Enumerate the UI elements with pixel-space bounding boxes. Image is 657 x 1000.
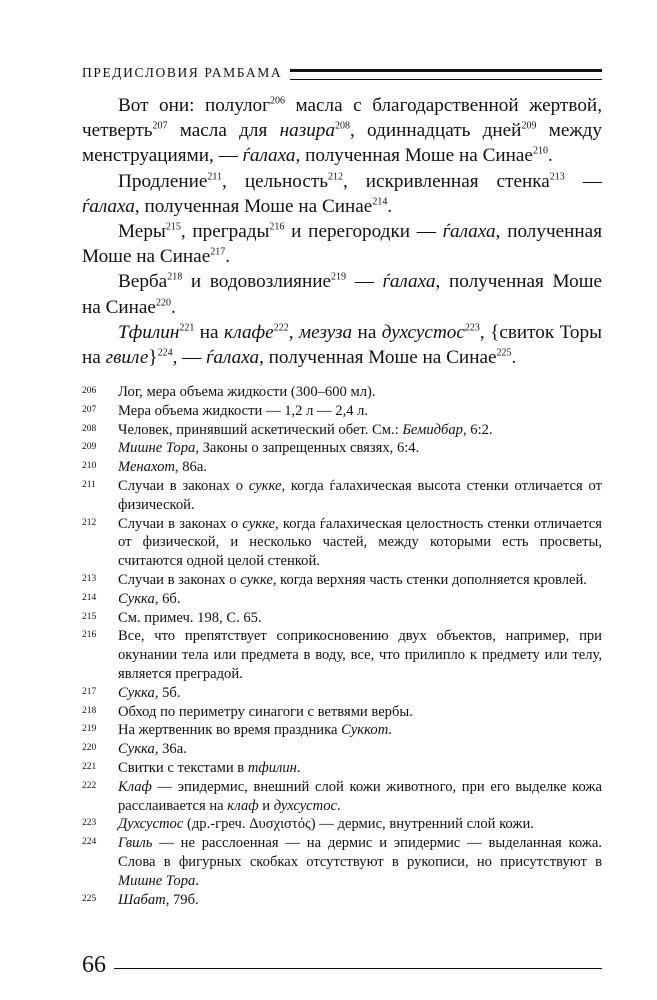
footnote-number: 210: [82, 461, 97, 472]
text-run: и водовозлияние: [182, 271, 332, 293]
italic-term: Тфилин: [118, 321, 180, 343]
text-run: , 6б.: [154, 590, 181, 607]
footnote-text: [118, 778, 602, 816]
text-run: Продление: [118, 170, 208, 192]
footer-rule: [114, 968, 602, 969]
italic-term: Гвиль: [118, 835, 153, 852]
footnote: [82, 834, 602, 890]
footnote-text: [118, 515, 602, 571]
italic-term: Сукка: [118, 590, 155, 607]
text-run: , {свиток Торы на: [82, 321, 602, 369]
running-header: [82, 63, 602, 83]
text-run: .: [336, 797, 341, 814]
text-run: , 5б.: [154, 684, 181, 701]
footnote-text: [118, 439, 602, 458]
footnote-text: [118, 815, 602, 834]
footnote-ref: 207: [152, 120, 168, 132]
text-run: Свитки с текстами в: [118, 759, 248, 776]
italic-term: сукке: [248, 477, 282, 494]
italic-term: ѓалаха: [82, 195, 135, 217]
footnote-ref: 219: [331, 272, 347, 284]
footnote: [82, 721, 602, 740]
footnote-number: 221: [82, 761, 97, 772]
footnote: [82, 703, 602, 722]
text-run: , полученная Моше на Синае: [295, 145, 533, 167]
footnote: [82, 477, 602, 515]
text-run: , полученная Моше на Синае: [82, 271, 602, 318]
footnote-number: 207: [82, 404, 97, 415]
text-run: между менструациями, —: [82, 120, 602, 167]
footnote-ref: 208: [334, 120, 350, 132]
footnote-ref: 211: [207, 171, 223, 183]
italic-term: ѓалаха: [442, 221, 496, 243]
footnote: [82, 402, 602, 421]
text-run: —: [346, 271, 383, 293]
text-run: Случаи в законах о: [118, 477, 249, 494]
text-run: , когда верхняя часть стенки дополняется кровлей.: [272, 571, 587, 588]
footnote: [82, 439, 602, 458]
text-run: масла для: [167, 120, 280, 142]
footnotes: [82, 383, 602, 909]
footnote-ref: 209: [521, 120, 537, 132]
italic-term: Духсустос: [118, 816, 184, 833]
footnote-number: 217: [82, 686, 97, 697]
footnote-number: 220: [82, 743, 97, 754]
footnote-text: [118, 740, 602, 759]
text-run: Мера объема жидкости — 1,2 л — 2,4 л.: [118, 402, 369, 419]
footnote-text: [118, 383, 602, 402]
text-run: , 79б.: [165, 891, 199, 908]
text-run: — не расслоенная — на дермис и эпидермис — выделанная кожа. Слова в фигурных скобках отсутствуют в рукописи, но присутствуют в: [118, 835, 602, 870]
italic-term: Суккот: [341, 722, 389, 739]
footnote-text: [118, 421, 602, 440]
italic-term: Клаф: [118, 778, 152, 795]
footnote-number: 206: [82, 386, 97, 396]
text-run: .: [296, 759, 301, 776]
footnote-text: [118, 891, 602, 910]
page-footer: [82, 950, 602, 980]
footnote: [82, 891, 602, 910]
text-run: Все, что препятствует соприкосновению двух объектов, например, при окунании тела или предмета в воду, все, что прилипло к предмету или телу, является преградой.: [118, 628, 602, 682]
main-text: [82, 93, 602, 370]
header-rule: [290, 69, 602, 80]
footnote-ref: 206: [270, 95, 285, 107]
text-run: Обход по периметру синагоги с ветвями вербы.: [118, 703, 413, 720]
text-run: , цельность: [222, 170, 328, 192]
footnote-ref: 221: [179, 322, 195, 334]
text-run: (др.-греч. Δυσχιστός) — дермис, внутренний слой кожи.: [183, 816, 534, 833]
footnote: [82, 627, 602, 683]
footnote-text: [118, 721, 602, 740]
italic-term: духсустос: [273, 797, 337, 814]
italic-term: Мишне Тора: [118, 440, 196, 457]
text-run: .: [225, 246, 231, 268]
text-run: .: [195, 872, 199, 889]
text-run: , Законы о запрещенных связях, 6:4.: [195, 440, 420, 457]
text-run: Верба: [118, 271, 168, 293]
italic-term: Сукка: [118, 684, 155, 701]
italic-term: мезуза: [298, 321, 353, 343]
text-run: Человек, принявший аскетический обет. См.:: [118, 421, 403, 438]
text-run: Случаи в законах о: [118, 515, 243, 532]
footnote-number: 212: [82, 517, 97, 528]
footnote-number: 208: [82, 423, 97, 434]
text-run: , преграды: [180, 221, 270, 243]
footnote-number: 224: [82, 837, 97, 848]
footnote-ref: 215: [165, 221, 181, 233]
text-run: Вот они: полулог: [118, 95, 270, 116]
text-run: —: [564, 170, 603, 192]
footnote-number: 215: [82, 611, 97, 622]
italic-term: клафе: [224, 321, 274, 343]
footnote-text: [118, 458, 602, 477]
text-run: , полученная Моше на Синае: [134, 195, 373, 217]
italic-term: Менахот: [118, 459, 175, 476]
italic-term: ѓалаха: [242, 145, 296, 167]
footnote-number: 218: [82, 705, 97, 716]
text-run: , когда ѓалахическая целостность стенки отличается от физической, и несколько частей, между которыми есть просветы, считаются одной целой стенкой.: [118, 515, 602, 570]
footnote: [82, 740, 602, 759]
text-run: .: [170, 296, 176, 318]
footnote-ref: 217: [210, 246, 226, 258]
text-run: .: [388, 722, 392, 739]
footnote-number: 219: [82, 724, 97, 735]
text-run: Меры: [118, 221, 166, 243]
text-run: на: [194, 321, 224, 343]
italic-term: сукке: [242, 515, 276, 532]
footnote-text: [118, 571, 602, 590]
footnote-text: [118, 590, 602, 609]
italic-term: Мишне Тора: [118, 872, 196, 889]
footnote-ref: 213: [549, 171, 565, 183]
paragraph: [82, 219, 602, 269]
footnote-text: [118, 627, 602, 683]
text-run: , полученная Моше на Синае: [259, 347, 497, 369]
italic-term: назира: [279, 120, 335, 142]
footnote: [82, 515, 602, 571]
footnote-number: 209: [82, 442, 97, 453]
text-run: на: [352, 321, 382, 343]
text-run: , искривленная стенка: [342, 170, 550, 192]
paragraph: [82, 169, 602, 219]
footnote: [82, 778, 602, 816]
italic-term: Сукка: [118, 741, 155, 758]
text-run: Случаи в законах о: [118, 571, 241, 588]
footnote-number: 222: [82, 780, 97, 791]
footnote-ref: 214: [372, 196, 388, 208]
footnote-ref: 224: [157, 347, 173, 359]
text-run: , 36а.: [154, 741, 187, 758]
footnote-text: [118, 759, 602, 778]
text-run: .: [511, 347, 517, 369]
footnote-text: [118, 684, 602, 703]
text-run: , полученная Моше на Синае: [82, 221, 603, 268]
footnote-ref: 220: [155, 297, 171, 309]
footnote: [82, 571, 602, 590]
text-run: .: [547, 145, 553, 167]
footnote-ref: 218: [167, 272, 183, 284]
italic-term: ѓалаха: [206, 347, 260, 369]
text-run: и: [258, 797, 274, 814]
footnote-number: 214: [82, 592, 97, 603]
italic-term: гвиле: [105, 347, 149, 369]
text-run: , 86а.: [174, 459, 207, 476]
text-run: На жертвенник во время праздника: [118, 722, 342, 739]
footnote: [82, 609, 602, 628]
italic-term: ѓалаха: [382, 271, 436, 293]
footnote: [82, 421, 602, 440]
paragraph: [82, 269, 602, 319]
footnote-number: 223: [82, 818, 97, 829]
text-run: , одиннадцать дней: [349, 120, 522, 142]
footnote-ref: 216: [269, 221, 285, 233]
footnote-number: 225: [82, 893, 97, 904]
footnote-text: [118, 834, 602, 890]
footnote-ref: 222: [273, 322, 289, 334]
text-run: }: [148, 347, 158, 369]
footnote: [82, 590, 602, 609]
footnote: [82, 383, 602, 402]
italic-term: Шабат: [118, 891, 166, 908]
text-run: , —: [172, 347, 207, 369]
footnote: [82, 759, 602, 778]
running-header-title: ПРЕДИСЛОВИЯ РАМБАМА: [82, 65, 283, 80]
footnote-ref: 225: [496, 347, 512, 359]
text-run: См. примеч. 198, С. 65.: [118, 609, 262, 626]
footnote: [82, 458, 602, 477]
italic-term: клаф: [227, 797, 259, 814]
footnote: [82, 684, 602, 703]
footnote-text: [118, 477, 602, 515]
text-run: .: [387, 195, 393, 217]
footnote-ref: 212: [327, 171, 343, 183]
paragraph: [82, 320, 602, 370]
paragraph: [82, 93, 602, 169]
footnote: [82, 815, 602, 834]
footnote-text: [118, 402, 602, 421]
footnote-text: [118, 609, 602, 628]
text-run: ,: [288, 321, 299, 343]
text-run: , 6:2.: [462, 421, 493, 438]
text-run: масла с благодарственной жертвой, четверть: [82, 95, 602, 142]
footnote-number: 211: [82, 479, 96, 490]
footnote-ref: 223: [464, 322, 480, 334]
italic-term: сукке: [240, 571, 273, 588]
italic-term: духсустос: [381, 321, 465, 343]
italic-term: Бемидбар: [402, 421, 463, 438]
footnote-text: [118, 703, 602, 722]
italic-term: тфилин: [247, 759, 297, 776]
footnote-number: 213: [82, 573, 97, 584]
text-run: , когда ѓалахическая высота стенки отличается от физической.: [118, 477, 602, 513]
text-run: Лог, мера объема жидкости (300–600 мл).: [118, 384, 376, 400]
text-run: — эпидермис, внешний слой кожи животного, при его выделке кожа расслаивается на: [118, 778, 602, 814]
footnote-ref: 210: [532, 146, 548, 158]
page-number: 66: [82, 951, 106, 978]
footnote-number: 216: [82, 630, 97, 641]
text-run: и перегородки —: [284, 221, 443, 243]
